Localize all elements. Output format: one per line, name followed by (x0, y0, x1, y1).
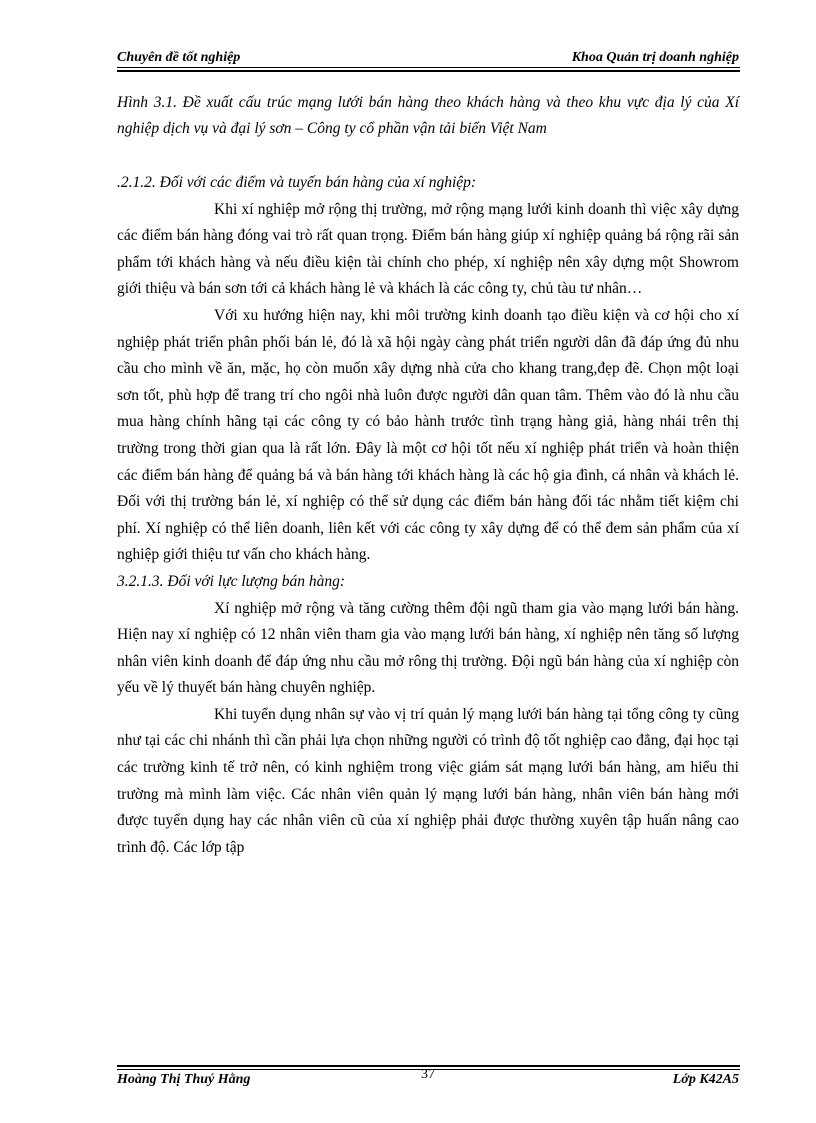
header-rule (117, 67, 740, 68)
page-footer (117, 1067, 739, 1092)
page-body (117, 90, 739, 861)
paragraph: Với xu hướng hiện nay, khi môi trường kinh doanh tạo điều kiện và cơ hội cho xí nghiệp phát triển phân phối bán lẻ, đó là xã hội ngày càng phát triển người dân đã đáp ứng đủ nhu cầu cho mình về ăn, mặc, họ còn muốn xây dựng nhà cửa cho khang trang,đẹp đẽ. Chọn một loại sơn tốt, phù hợp để trang trí cho ngôi nhà luôn được người dân quan tâm. Thêm vào đó là nhu cầu mua hàng chính hãng tại các công ty có bảo hành trước tình trạng hàng giả, hàng nhái trên thị trường trong thời gian qua là rất lớn. Đây là một cơ hội tốt nếu xí nghiệp phát triển và hoàn thiện các điểm bán hàng để quảng bá và bán hàng tới khách hàng là các hộ gia đình, cá nhân và khách lẻ. Đối với thị trường bán lẻ, xí nghiệp có thể sử dụng các điểm bán hàng đối tác nhằm tiết kiệm chi phí. Xí nghiệp có thể liên doanh, liên kết với các công ty xây dựng để có thể đem sản phẩm của xí nghiệp giới thiệu tư vấn cho khách hàng. (117, 306, 739, 564)
header-document-type: Chuyên đề tốt nghiệp (117, 50, 241, 65)
footer-class: Lớp K42A5 (672, 1072, 739, 1087)
paragraph: Khi tuyển dụng nhân sự vào vị trí quản lý mạng lưới bán hàng tại tổng công ty cũng như tại các chi nhánh thì cần phải lựa chọn những người có trình độ tốt nghiệp cao đẳng, đại học tại các trường kinh tế trở nên, có kinh nghiệm trong việc giám sát mạng lưới bán hàng, am hiểu thi trường mà mình làm việc. Các nhân viên quản lý mạng lưới bán hàng, nhân viên bán hàng mới được tuyển dụng hay các nhân viên cũ của xí nghiệp phải được thường xuyên tập huấn nâng cao trình độ. Các lớp tập (117, 705, 739, 856)
section-heading-3-2-1-3: 3.2.1.3. Đối với lực lượng bán hàng: (117, 572, 346, 590)
paragraph: Xí nghiệp mở rộng và tăng cường thêm đội ngũ tham gia vào mạng lưới bán hàng. Hiện nay xí nghiệp có 12 nhân viên tham gia vào mạng lưới bán hàng, xí nghiệp nên tăng số lượng nhân viên kinh doanh để đáp ứng nhu cầu mở rông thị trường. Đội ngũ bán hàng của xí nghiệp còn yếu về lý thuyết bán hàng chuyên nghiệp. (117, 599, 739, 697)
header-faculty: Khoa Quản trị doanh nghiệp (571, 50, 739, 65)
page-header (117, 48, 739, 68)
page-number: 37 (421, 1067, 435, 1082)
section-heading-2-1-2: .2.1.2. Đối với các điểm và tuyến bán hàng của xí nghiệp: (117, 174, 477, 191)
paragraph: Khi xí nghiệp mở rộng thị trường, mở rộng mạng lưới kinh doanh thì việc xây dựng các điểm bán hàng đóng vai trò rất quan trọng. Điểm bán hàng giúp xí nghiệp quảng bá rộng rãi sản phẩm tới khách hàng và nếu điều kiện tài chính cho phép, xí nghiệp nên xây dựng một Showrom giới thiệu và bán sơn tới cả khách hàng lẻ và khách là các công ty, chủ tàu tư nhân… (117, 200, 739, 298)
footer-author: Hoàng Thị Thuý Hằng (117, 1072, 251, 1087)
header-rule-thick (117, 70, 740, 72)
figure-caption: Hình 3.1. Đề xuất cấu trúc mạng lưới bán hàng theo khách hàng và theo khu vực địa lý của Xí nghiệp dịch vụ và đại lý sơn – Công ty cổ phần vận tải biển Việt Nam (117, 94, 739, 137)
caption-spacer (117, 142, 739, 170)
